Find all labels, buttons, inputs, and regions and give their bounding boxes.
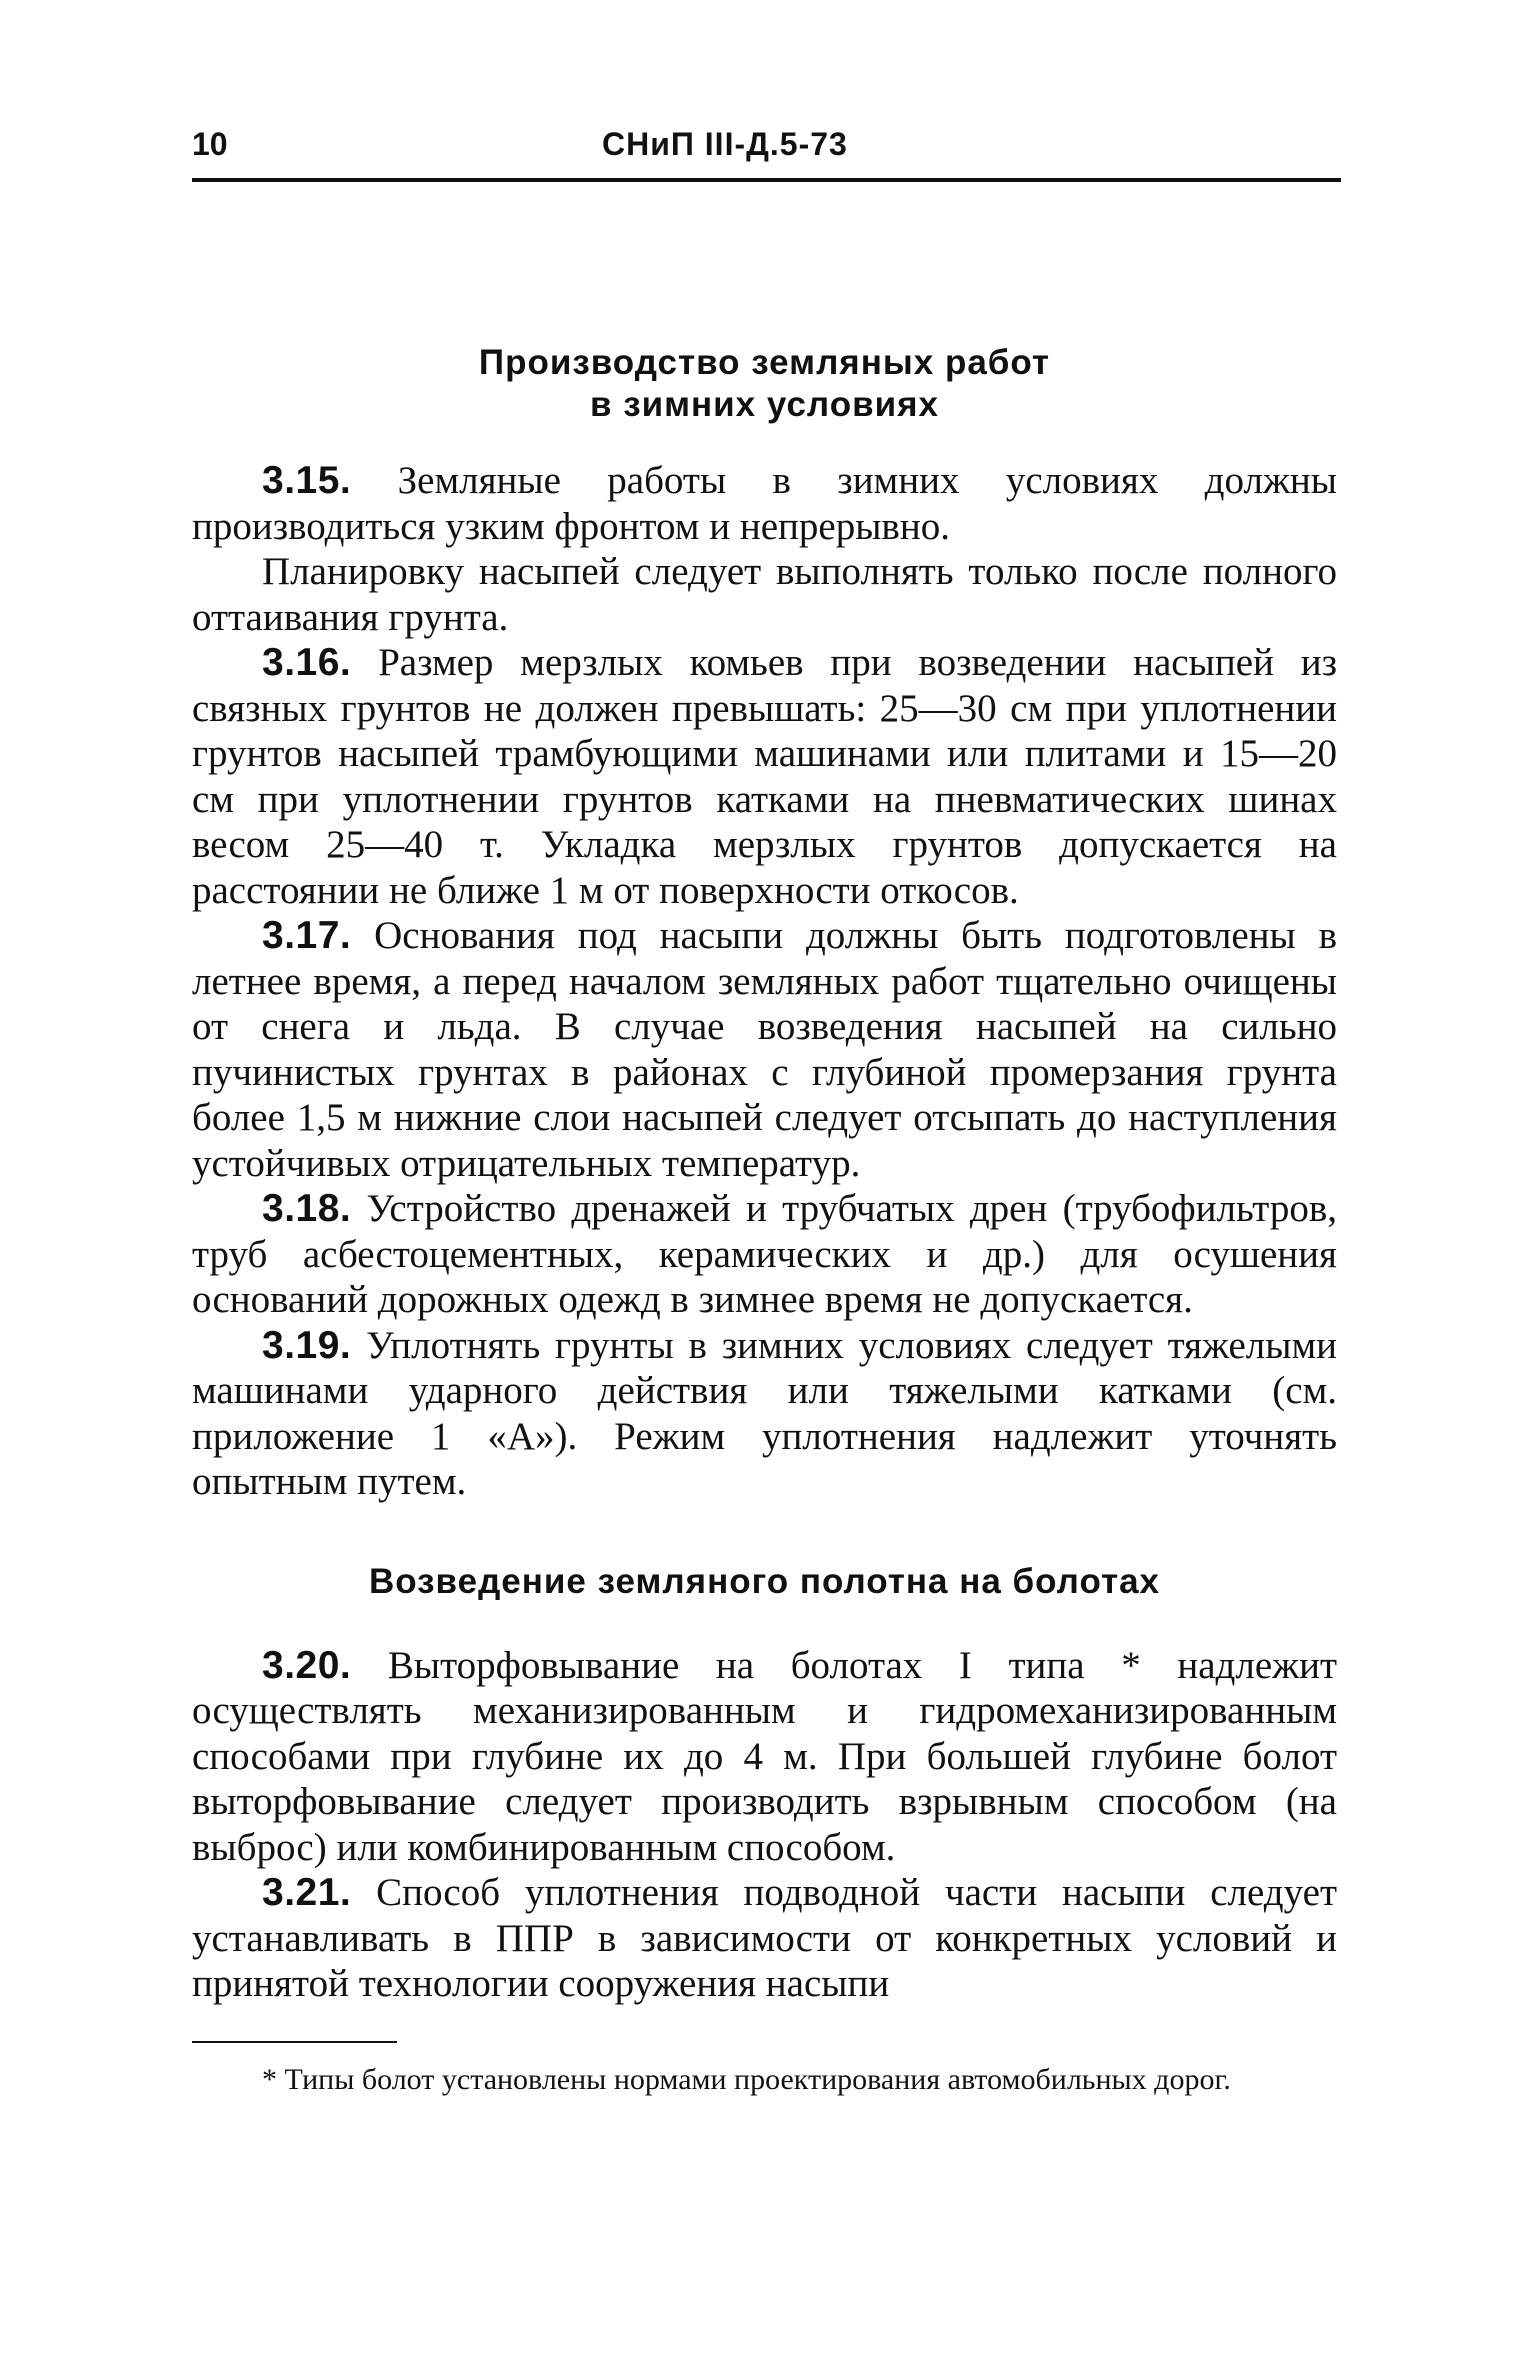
clause-number: 3.18. — [262, 1187, 352, 1230]
clause-text: Выторфовывание на болотах I типа * надлежит осуществлять механизированным и гидромеханизированным способами при глубине их до 4 м. При большей глубине болот выторфовывание следует производить взрывным способом (на выброс) или комбинированным способом. — [192, 1643, 1338, 1869]
section-title-swamps — [192, 1561, 1337, 1603]
clause-text: Устройство дренажей и трубчатых дрен (трубофильтров, труб асбестоцементных, керамических и др.) для осушения оснований дорожных одежд в зимнее время не допускается. — [192, 1187, 1337, 1321]
section-title-line: Производство земляных работ — [478, 343, 1051, 382]
section-title-winter-works — [192, 342, 1337, 426]
page-number: 10 — [192, 126, 228, 162]
paragraph-3-20 — [192, 1643, 1337, 1871]
clause-text: Уплотнять грунты в зимних условиях следует тяжелыми машинами ударного действия или тяжелыми катками (см. приложение 1 «А»). Режим уплотнения надлежит уточнять опытным путем. — [192, 1323, 1337, 1503]
paragraph-3-21 — [192, 1870, 1337, 2007]
header-rule — [192, 178, 1341, 182]
footnote-rule — [192, 2041, 397, 2043]
section-body-winter-works — [192, 458, 1337, 1505]
page-header — [192, 118, 1337, 174]
clause-text: Способ уплотнения подводной части насыпи следует устанавливать в ППР в зависимости от конкретных условий и принятой технологии сооружения насыпи — [192, 1871, 1337, 2005]
paragraph-3-15-continued — [192, 549, 1337, 640]
clause-text: Размер мерзлых комьев при возведении насыпей из связных грунтов не должен превышать: 25—30 см при уплотнении грунтов насыпей трамбующими машинами или плитами и 15—20 см при уплотнении грунтов катками на пневматических шинах весом 25—40 т. Укладка мерзлых грунтов допускается на расстоянии не ближе 1 м от поверхности откосов. — [192, 641, 1337, 912]
footnote: * Типы болот установлены нормами проектирования автомобильных дорог. — [262, 2062, 1231, 2096]
paragraph-3-19 — [192, 1323, 1337, 1505]
section-title-line: Возведение земляного полотна на болотах — [368, 1561, 1161, 1601]
clause-text: Земляные работы в зимних условиях должны производиться узким фронтом и непрерывно. — [192, 459, 1337, 548]
clause-text: Основания под насыпи должны быть подготовлены в летнее время, а перед началом земляных работ тщательно очищены от снега и льда. В случае возведения насыпей на сильно пучинистых грунтах в районах с глубиной промерзания грунта более 1,5 м нижние слои насыпей следует отсыпать до наступления устойчивых отрицательных температур. — [192, 914, 1337, 1185]
clause-text: Планировку насыпей следует выполнять только после полного оттаивания грунта. — [192, 550, 1337, 639]
clause-number: 3.16. — [262, 641, 352, 684]
paragraph-3-16 — [192, 640, 1337, 913]
paragraph-3-15 — [192, 458, 1337, 549]
clause-number: 3.20. — [262, 1643, 352, 1687]
clause-number: 3.15. — [262, 459, 352, 502]
clause-number: 3.17. — [262, 914, 352, 957]
clause-number: 3.19. — [262, 1323, 352, 1367]
section-body-swamps — [192, 1643, 1337, 2007]
paragraph-3-18 — [192, 1186, 1337, 1323]
document-page — [192, 118, 1337, 2099]
standard-code: СНиП III-Д.5-73 — [602, 126, 848, 162]
paragraph-3-17 — [192, 913, 1337, 1186]
clause-number: 3.21. — [262, 1871, 352, 1914]
section-title-line: в зимних условиях — [589, 385, 940, 424]
